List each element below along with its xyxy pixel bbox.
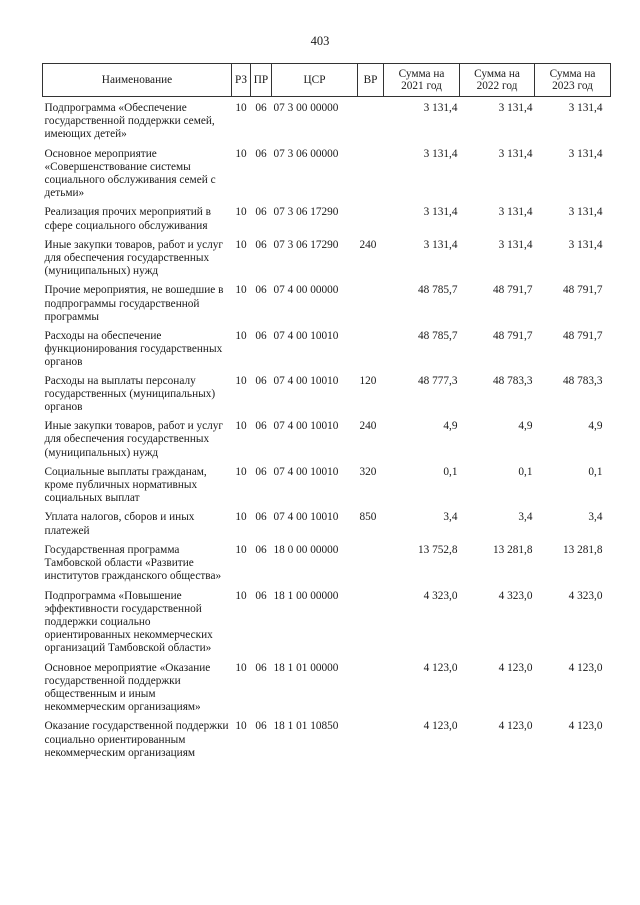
- row-pr: 06: [255, 330, 267, 343]
- row-name: Расходы на выплаты персоналу государственных (муниципальных) органов: [44, 374, 216, 414]
- table-row: [43, 538, 611, 584]
- row-pr: 06: [255, 661, 267, 674]
- table-row: [43, 200, 611, 232]
- row-sum-2023: 48 783,3: [562, 374, 603, 387]
- row-name: Подпрограмма «Повышение эффективности государственной поддержки социально ориентированных некоммерческих организаций Тамбовской области»: [44, 589, 213, 655]
- header-pr: ПР: [251, 64, 272, 97]
- header-csr: ЦСР: [272, 64, 358, 97]
- header-sum-2023: Сумма на 2023 год: [535, 64, 611, 97]
- row-vr: 850: [359, 511, 377, 524]
- row-name: Уплата налогов, сборов и иных платежей: [44, 511, 195, 537]
- row-sum-2023: 4 123,0: [568, 720, 603, 733]
- row-sum-2021: 48 785,7: [417, 284, 458, 297]
- row-sum-2022: 3,4: [518, 511, 533, 524]
- row-name: Иные закупки товаров, работ и услуг для обеспечения государственных (муниципальных) нужд: [44, 238, 224, 278]
- row-sum-2023: 4 123,0: [568, 661, 603, 674]
- row-csr: 07 4 00 10010: [273, 511, 339, 524]
- row-rz: 10: [235, 465, 247, 478]
- row-rz: 10: [235, 102, 247, 114]
- row-name: Государственная программа Тамбовской области «Развитие институтов гражданского общества»: [44, 543, 222, 583]
- row-csr: 18 1 00 00000: [273, 589, 339, 602]
- row-rz: 10: [235, 720, 247, 733]
- row-name: Социальные выплаты гражданам, кроме публичных нормативных социальных выплат: [44, 465, 207, 505]
- row-sum-2022: 13 281,8: [492, 543, 533, 556]
- row-sum-2022: 3 131,4: [498, 147, 533, 160]
- row-name: Основное мероприятие «Оказание государственной поддержки общественным и иным некоммерческим организациям»: [44, 661, 211, 714]
- table-row: [43, 505, 611, 537]
- row-csr: 07 4 00 10010: [273, 420, 339, 433]
- row-sum-2021: 4 123,0: [423, 720, 458, 733]
- row-sum-2023: 0,1: [588, 465, 603, 478]
- table-row: [43, 656, 611, 715]
- row-rz: 10: [235, 147, 247, 160]
- row-rz: 10: [235, 661, 247, 674]
- header-rz: РЗ: [232, 64, 251, 97]
- row-vr: [358, 278, 384, 324]
- table-row: [43, 142, 611, 201]
- row-pr: 06: [255, 284, 267, 297]
- row-csr: 07 4 00 10010: [273, 465, 339, 478]
- row-sum-2021: 3 131,4: [423, 238, 458, 251]
- row-sum-2021: 3,4: [443, 511, 458, 524]
- row-sum-2023: 48 791,7: [562, 284, 603, 297]
- row-sum-2022: 4 323,0: [498, 589, 533, 602]
- row-name: Реализация прочих мероприятий в сфере социального обслуживания: [44, 206, 212, 232]
- row-name: Оказание государственной поддержки социально ориентированным некоммерческим организациям: [44, 720, 229, 759]
- row-sum-2023: 48 791,7: [562, 330, 603, 343]
- header-name: Наименование: [43, 64, 232, 97]
- row-rz: 10: [235, 374, 247, 387]
- row-sum-2021: 48 777,3: [417, 374, 458, 387]
- row-csr: 07 3 06 17290: [273, 238, 339, 251]
- table-row: [43, 714, 611, 760]
- row-name: Прочие мероприятия, не вошедшие в подпрограммы государственной программы: [44, 284, 224, 323]
- row-sum-2023: 3 131,4: [568, 102, 603, 114]
- row-sum-2022: 4 123,0: [498, 661, 533, 674]
- row-csr: 07 3 00 00000: [273, 102, 339, 114]
- row-vr: [358, 714, 384, 760]
- row-csr: 07 4 00 00000: [273, 284, 339, 297]
- row-pr: 06: [255, 374, 267, 387]
- row-csr: 18 1 01 10850: [273, 720, 339, 733]
- row-csr: 18 1 01 00000: [273, 661, 339, 674]
- row-vr: 240: [359, 420, 377, 433]
- row-rz: 10: [235, 330, 247, 343]
- row-sum-2022: 3 131,4: [498, 206, 533, 219]
- row-rz: 10: [235, 206, 247, 219]
- row-name: Подпрограмма «Обеспечение государственной поддержки семей, имеющих детей»: [44, 102, 215, 141]
- row-rz: 10: [235, 284, 247, 297]
- row-pr: 06: [255, 206, 267, 219]
- row-sum-2023: 4 323,0: [568, 589, 603, 602]
- row-sum-2023: 3,4: [588, 511, 603, 524]
- row-vr: [358, 97, 384, 142]
- row-rz: 10: [235, 238, 247, 251]
- row-pr: 06: [255, 420, 267, 433]
- row-sum-2021: 13 752,8: [417, 543, 458, 556]
- page-number: 403: [310, 34, 330, 48]
- row-sum-2023: 3 131,4: [568, 206, 603, 219]
- row-sum-2022: 3 131,4: [498, 102, 533, 114]
- row-sum-2023: 3 131,4: [568, 238, 603, 251]
- header-vr: ВР: [358, 64, 384, 97]
- row-sum-2021: 4 123,0: [423, 661, 458, 674]
- row-sum-2021: 0,1: [443, 465, 458, 478]
- row-pr: 06: [255, 465, 267, 478]
- row-vr: [358, 538, 384, 584]
- row-pr: 06: [255, 102, 267, 114]
- row-name: Основное мероприятие «Совершенствование системы социального обслуживания семей с детьми»: [44, 147, 216, 200]
- row-sum-2021: 3 131,4: [423, 206, 458, 219]
- header-sum-2021: Сумма на 2021 год: [384, 64, 460, 97]
- table-row: [43, 414, 611, 460]
- row-name: Иные закупки товаров, работ и услуг для обеспечения государственных (муниципальных) нужд: [44, 420, 224, 459]
- table-row: [43, 584, 611, 656]
- row-sum-2021: 4 323,0: [423, 589, 458, 602]
- row-vr: 320: [359, 465, 377, 478]
- row-vr: 120: [359, 374, 377, 387]
- row-rz: 10: [235, 511, 247, 524]
- row-sum-2022: 48 791,7: [492, 284, 533, 297]
- row-csr: 07 4 00 10010: [273, 374, 339, 387]
- table-header: [43, 64, 611, 97]
- row-name: Расходы на обеспечение функционирования государственных органов: [44, 330, 223, 369]
- row-vr: [358, 324, 384, 370]
- row-csr: 07 3 06 00000: [273, 147, 339, 160]
- row-sum-2021: 3 131,4: [423, 147, 458, 160]
- row-sum-2022: 4 123,0: [498, 720, 533, 733]
- row-csr: 07 4 00 10010: [273, 330, 339, 343]
- row-pr: 06: [255, 511, 267, 524]
- row-sum-2023: 13 281,8: [562, 543, 603, 556]
- row-vr: 240: [359, 238, 377, 251]
- header-sum-2022: Сумма на 2022 год: [460, 64, 535, 97]
- row-vr: [358, 142, 384, 201]
- row-csr: 18 0 00 00000: [273, 543, 339, 556]
- table-row: [43, 233, 611, 279]
- row-csr: 07 3 06 17290: [273, 206, 339, 219]
- row-pr: 06: [255, 147, 267, 160]
- row-rz: 10: [235, 589, 247, 602]
- row-vr: [358, 200, 384, 232]
- row-vr: [358, 584, 384, 656]
- table-row: [43, 370, 611, 415]
- row-sum-2022: 3 131,4: [498, 238, 533, 251]
- row-sum-2021: 3 131,4: [423, 102, 458, 114]
- row-sum-2022: 4,9: [518, 420, 533, 433]
- table-row: [43, 324, 611, 370]
- row-sum-2022: 48 791,7: [492, 330, 533, 343]
- row-rz: 10: [235, 420, 247, 433]
- row-pr: 06: [255, 720, 267, 733]
- table-body: [43, 97, 611, 760]
- row-rz: 10: [235, 543, 247, 556]
- row-sum-2023: 3 131,4: [568, 147, 603, 160]
- row-pr: 06: [255, 543, 267, 556]
- row-sum-2021: 4,9: [443, 420, 458, 433]
- budget-table: [42, 63, 611, 760]
- row-sum-2022: 0,1: [518, 465, 533, 478]
- table-row: [43, 97, 611, 142]
- row-pr: 06: [255, 238, 267, 251]
- table-row: [43, 278, 611, 324]
- row-pr: 06: [255, 589, 267, 602]
- table-row: [43, 460, 611, 506]
- row-sum-2022: 48 783,3: [492, 374, 533, 387]
- row-vr: [358, 656, 384, 715]
- row-sum-2023: 4,9: [588, 420, 603, 433]
- row-sum-2021: 48 785,7: [417, 330, 458, 343]
